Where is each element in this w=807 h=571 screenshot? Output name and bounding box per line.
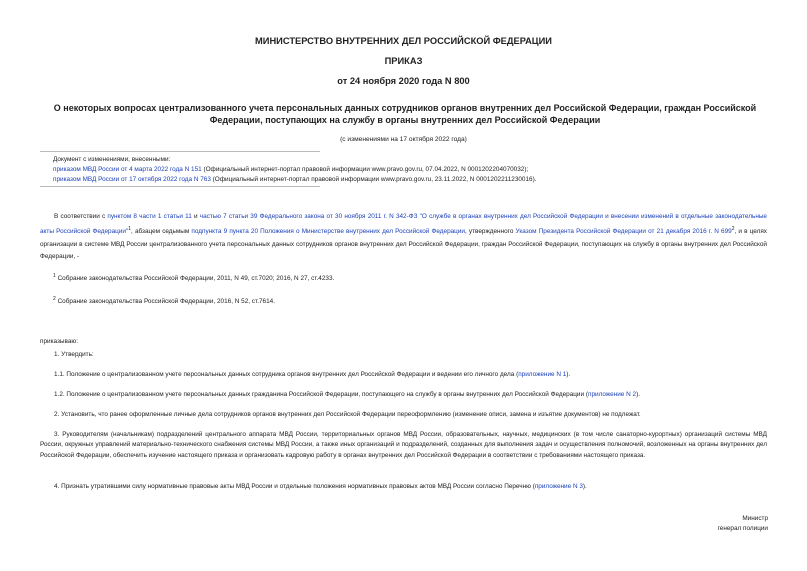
item-2: 2. Установить, что ранее оформленные личные дела сотрудников органов внутренних дел Российской Федерации переоформлению (изменение описи, замена и изъятие документов) не подлежат.: [54, 411, 641, 418]
preamble-text: , и в целях организации в системе МВД России централизованного учета персональных данных сотрудников органов внутренних дел Российской Федерации, граждан Российской Федерации, поступающих на службу в органы внутренних дел Российской Федерации, -: [40, 228, 767, 261]
signature-position: Министр: [742, 515, 768, 522]
appendix-3-link[interactable]: приложение N 3: [534, 483, 583, 490]
document-title: О некоторых вопросах централизованного учета персональных данных сотрудников органов внутренних дел Российской Федерации, граждан Российской Федерации, поступающих на службу в органы внутренних дел Российской Федерации: [53, 103, 757, 125]
footnote-2: [53, 294, 753, 307]
amendment-item: [53, 165, 783, 175]
preamble-paragraph: [40, 211, 767, 264]
footnote-mark: 2: [53, 296, 56, 302]
law-link-regulation[interactable]: подпункта 9 пункта 20 Положения о Министерстве внутренних дел Российской Федерации: [191, 228, 465, 236]
item-text: 4. Признать утратившими силу нормативные правовые акты МВД России и отдельные положения нормативных правовых актов МВД России согласно Перечню (: [54, 483, 535, 490]
amendments-divider-bottom: [40, 186, 320, 187]
amendments-intro: Документ с изменениями, внесенными:: [53, 156, 171, 163]
amendment-link-1[interactable]: приказом МВД России от 4 марта 2022 года N 151: [53, 166, 202, 173]
item-text: ).: [582, 483, 587, 490]
item-1-2: [54, 390, 767, 400]
preamble-text: и: [191, 213, 200, 220]
footnote-text: Собрание законодательства Российской Федерации, 2011, N 49, ст.7020; 2016, N 27, ст.4233.: [57, 275, 335, 283]
footnote-1: [53, 271, 753, 284]
footnote-text: Собрание законодательства Российской Федерации, 2016, N 52, ст.7614.: [57, 298, 275, 306]
item-text: ).: [636, 391, 640, 398]
changes-note: (с изменениями на 17 октября 2022 года): [340, 136, 467, 143]
item-text: ).: [566, 371, 571, 378]
preamble-text: , утвержденного: [464, 228, 516, 236]
document-date-number: от 24 ноября 2020 года N 800: [337, 76, 470, 86]
footnote-mark: 1: [53, 273, 56, 279]
item-text: 1.1. Положение о централизованном учете персональных данных сотрудника органов внутренних дел Российской Федерации и ведении его личного дела (: [54, 371, 519, 378]
footnote-ref-2: 2: [731, 226, 735, 233]
preamble-text: , абзацем седьмым: [131, 228, 192, 236]
amendment-source-2: (Официальный интернет-портал правовой информации www.pravo.gov.ru, 23.11.2022, N 0001202211230016).: [210, 176, 537, 183]
item-4: [54, 482, 767, 492]
amendment-source-1: (Официальный интернет-портал правовой информации www.pravo.gov.ru, 07.04.2022, N 0001202204070032);: [201, 166, 529, 173]
footnote-ref-1: 1: [128, 226, 132, 233]
document-type: ПРИКАЗ: [384, 56, 423, 66]
item-text: 1.2. Положение о централизованном учете персональных данных гражданина Российской Федерации, поступающего на службу в органы внутренних дел Российской Федерации (: [54, 391, 588, 398]
law-link-342fz[interactable]: частью 7 статьи 39 Федерального закона от 30 ноября 2011 г. N 342-ФЗ "О службе в органах внутренних дел Российской Федерации и внесении изменений в отдельные законодательные акты Российской Федерации": [40, 213, 767, 236]
amendments-block: [53, 155, 783, 185]
amendments-divider: [40, 151, 320, 152]
appendix-1-link[interactable]: приложение N 1: [518, 371, 567, 378]
item-1-1: [54, 370, 767, 380]
law-link-decree-699[interactable]: Указом Президента Российской Федерации от 21 декабря 2016 г. N 699: [515, 228, 732, 236]
law-link-article-11[interactable]: пунктом 8 части 1 статьи 11: [107, 213, 192, 220]
ministry-heading: МИНИСТЕРСТВО ВНУТРЕННИХ ДЕЛ РОССИЙСКОЙ ФЕДЕРАЦИИ: [255, 36, 552, 46]
preamble-text: В соответствии с: [54, 213, 108, 220]
amendment-link-2[interactable]: приказом МВД России от 17 октября 2022 года N 763: [53, 176, 211, 183]
order-word: приказываю:: [40, 338, 78, 345]
item-1: 1. Утвердить:: [54, 351, 94, 358]
amendment-item: [53, 175, 783, 185]
signature-rank: генерал полиции: [717, 525, 768, 532]
appendix-2-link[interactable]: приложение N 2: [587, 391, 637, 398]
item-3: 3. Руководителям (начальникам) подразделений центрального аппарата МВД России, территориальных органов МВД России, образовательных, научных, медицинских (в том числе санаторно-курортных) организаций системы МВД России, окружных управлений материально-технического снабжения системы МВД России, а также иных организаций и подразделений, созданных для выполнения задач и осуществления полномочий, возложенных на органы внутренних дел Российской Федерации, обеспечить изучение настоящего приказа и организовать кадровую работу в органах внутренних дел Российской Федерации в соответствии с требованиями настоящего приказа.: [40, 431, 767, 459]
